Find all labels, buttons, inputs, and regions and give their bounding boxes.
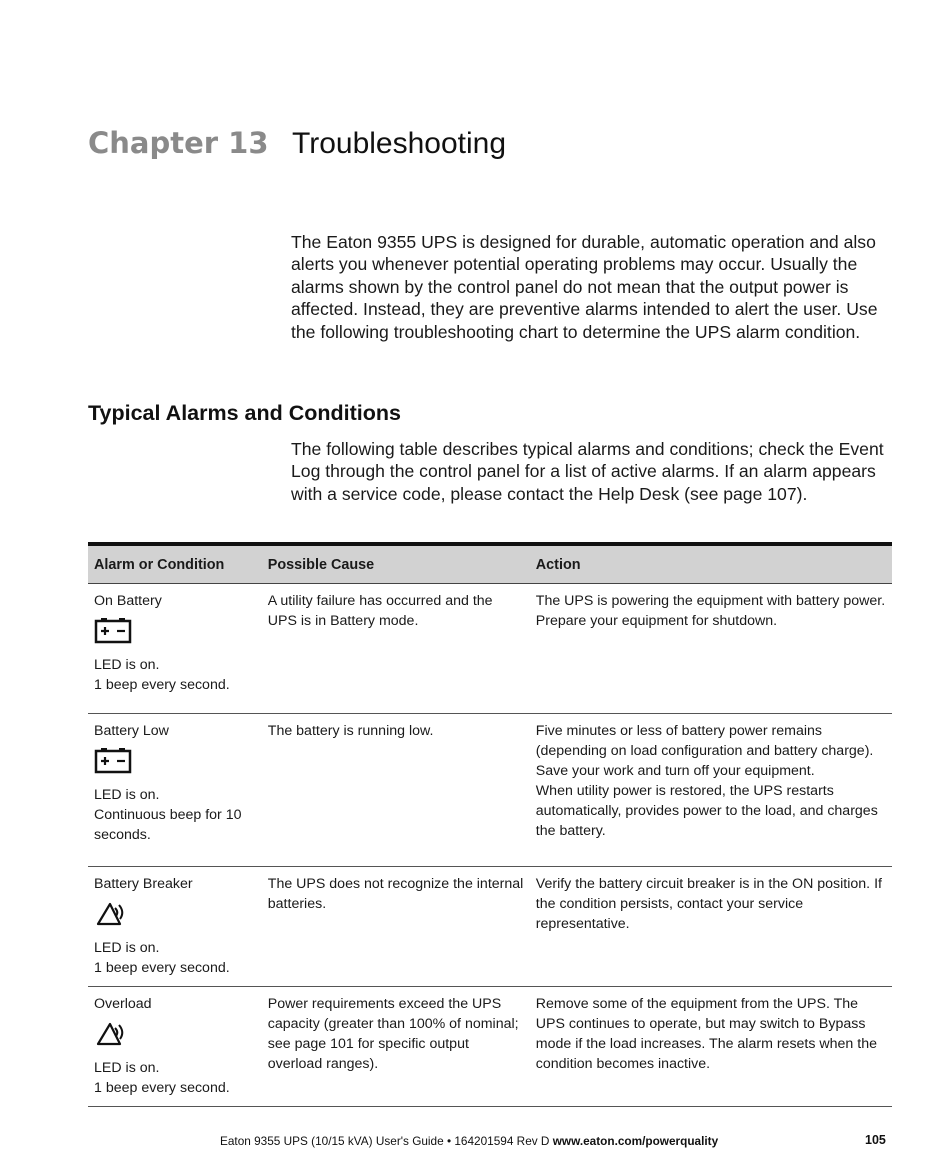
beep-pattern: 1 beep every second. [94, 677, 230, 693]
footer-url: www.eaton.com/powerquality [552, 1134, 719, 1148]
chapter-title: Troubleshooting [292, 127, 507, 160]
led-status: LED is on. [94, 657, 160, 673]
condition-cell [88, 987, 262, 1107]
condition-name: On Battery [94, 593, 162, 609]
beep-pattern: Continuous beep for 10 seconds. [94, 807, 242, 843]
alarm-icon [94, 1014, 256, 1058]
action-text: The UPS is powering the equipment with battery power. Prepare your equipment for shutdown. [535, 593, 886, 629]
table-row [88, 867, 892, 987]
footer-text: Eaton 9355 UPS (10/15 kVA) User's Guide • 164201594 Rev D [220, 1134, 553, 1148]
action-cell [530, 867, 892, 987]
page-number: 105 [865, 1133, 886, 1147]
section-heading: Typical Alarms and Conditions [88, 401, 401, 425]
condition-name: Battery Low [94, 723, 169, 739]
action-cell [530, 584, 892, 714]
table-intro-paragraph: The following table describes typical alarms and conditions; check the Event Log through the control panel for a list of active alarms. If an alarm appears with a service code, please contact the Help Desk (see page 107). [291, 439, 884, 504]
cause-cell: The battery is running low. [267, 723, 434, 739]
cause-cell: Power requirements exceed the UPS capacity (greater than 100% of nominal; see page 101 for specific output overload ranges). [267, 996, 519, 1072]
chapter-heading [88, 126, 506, 166]
condition-name: Overload [94, 996, 152, 1012]
cause-cell: The UPS does not recognize the internal batteries. [267, 876, 524, 912]
action-text: Five minutes or less of battery power remains (depending on load configuration and battery charge). Save your work and turn off your equipment. [535, 723, 874, 779]
beep-pattern: 1 beep every second. [94, 960, 230, 976]
table-row [88, 714, 892, 867]
table-row [88, 584, 892, 714]
alarms-table [88, 542, 892, 1107]
table-row [88, 987, 892, 1107]
led-status: LED is on. [94, 787, 160, 803]
intro-paragraph [291, 231, 891, 343]
battery-icon [94, 741, 256, 785]
beep-pattern: 1 beep every second. [94, 1080, 230, 1096]
alarms-table-container [88, 542, 892, 1107]
condition-name: Battery Breaker [94, 876, 193, 892]
action-text-secondary: When utility power is restored, the UPS restarts automatically, provides power to the load, and charges the battery. [535, 783, 878, 839]
chapter-number: Chapter 13 [88, 126, 269, 160]
condition-cell [88, 867, 262, 987]
action-text: Remove some of the equipment from the UPS. The UPS continues to operate, but may switch to Bypass mode if the load increases. The alarm resets when the condition becomes inactive. [535, 996, 877, 1072]
page-footer [220, 1134, 718, 1148]
cause-cell: A utility failure has occurred and the UPS is in Battery mode. [267, 593, 493, 629]
led-status: LED is on. [94, 940, 160, 956]
led-status: LED is on. [94, 1060, 160, 1076]
action-cell [530, 987, 892, 1107]
header-condition: Alarm or Condition [94, 557, 225, 573]
condition-cell [88, 584, 262, 714]
table-header-row [88, 544, 892, 584]
condition-cell [88, 714, 262, 867]
battery-icon [94, 611, 256, 655]
header-cause: Possible Cause [267, 557, 375, 573]
action-text: Verify the battery circuit breaker is in the ON position. If the condition persists, contact your service representative. [535, 876, 882, 932]
intro-text: The Eaton 9355 UPS is designed for durable, automatic operation and also alerts you whenever potential operating problems may occur. Usually the alarms shown by the control panel do not mean that the output power is affected. Instead, they are preventive alarms intended to alert the user. Use the following troubleshooting chart to determine the UPS alarm condition. [291, 232, 878, 342]
header-action: Action [535, 557, 581, 573]
alarm-icon [94, 894, 256, 938]
action-cell [530, 714, 892, 867]
